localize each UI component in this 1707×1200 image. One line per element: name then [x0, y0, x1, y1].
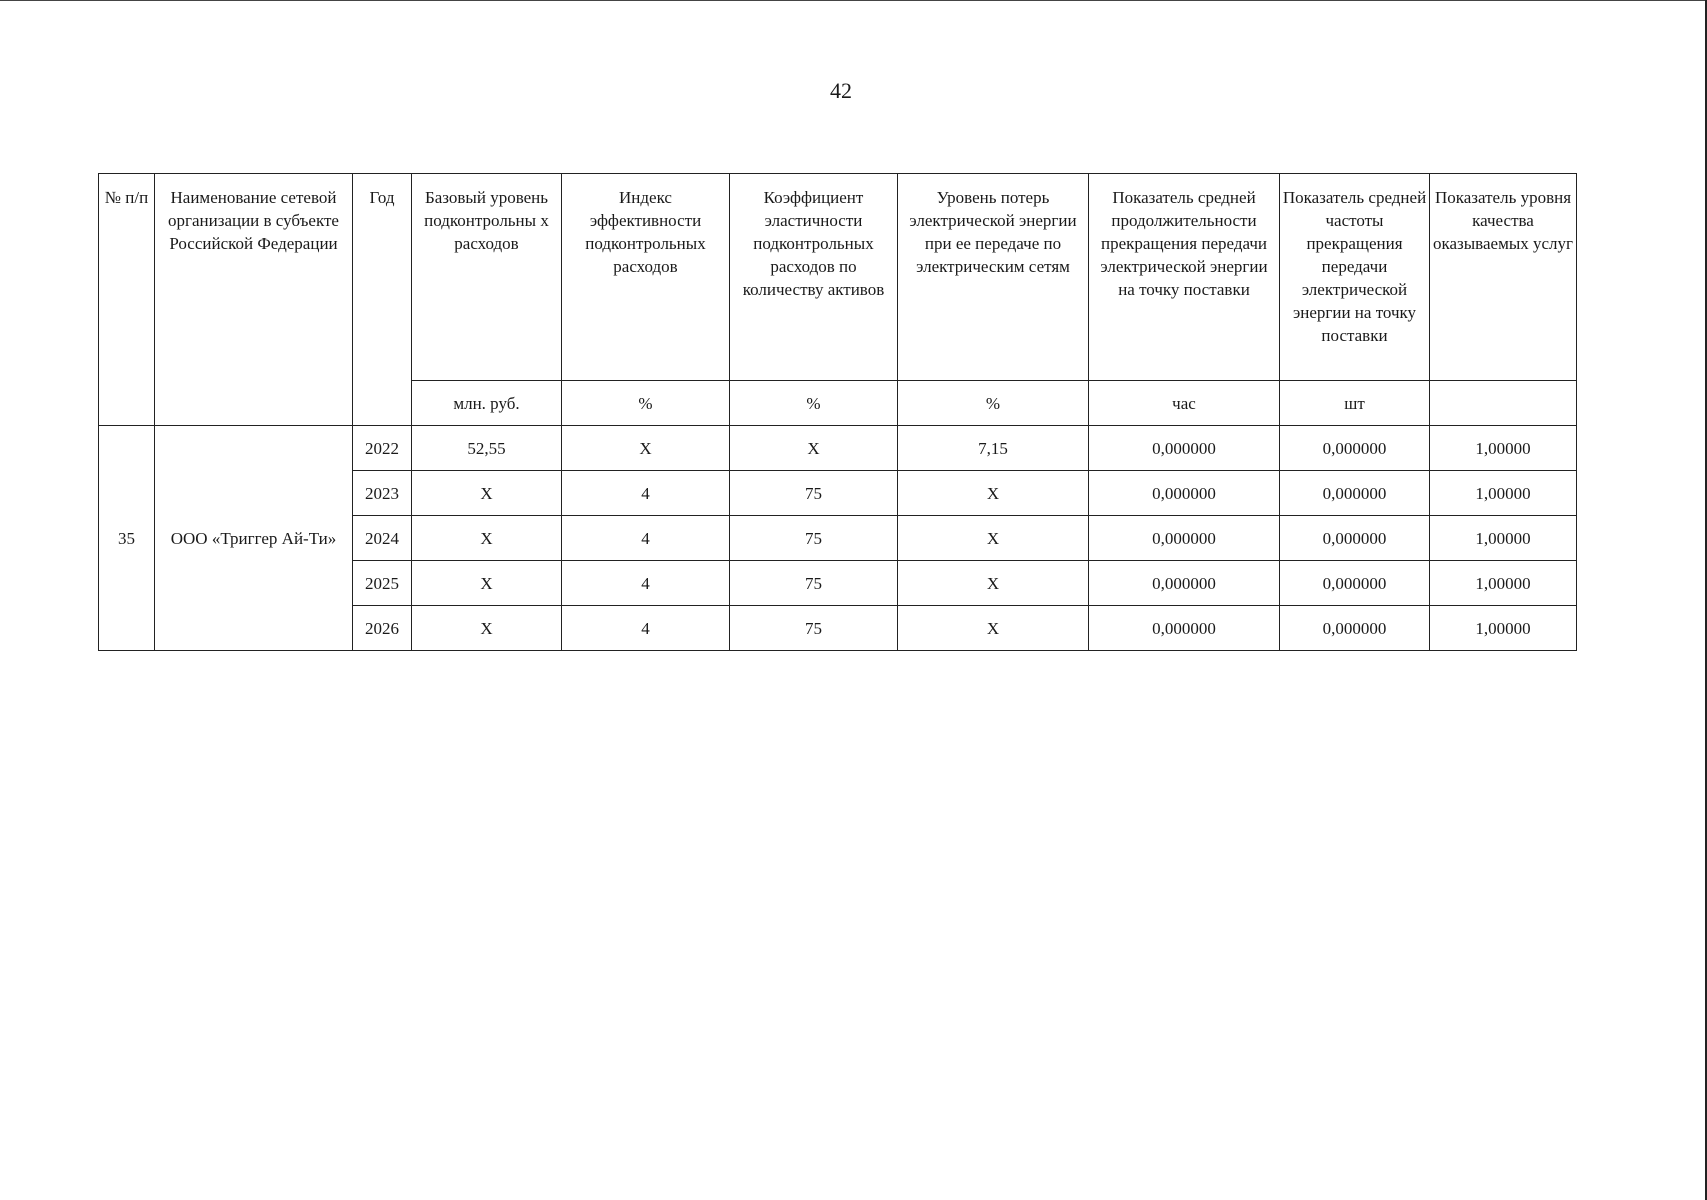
base-costs-cell: X — [412, 516, 562, 561]
elasticity-coefficient-cell: 75 — [730, 516, 898, 561]
efficiency-index-cell: 4 — [562, 561, 730, 606]
table-row — [99, 426, 1577, 471]
interruption-frequency-cell: 0,000000 — [1280, 471, 1430, 516]
header-interruption-frequency: Показатель средней частоты прекращения передачи электрической энергии на точку поставки — [1280, 174, 1430, 381]
energy-losses-cell: X — [898, 471, 1089, 516]
efficiency-index-cell: 4 — [562, 606, 730, 651]
interruption-duration-cell: 0,000000 — [1089, 471, 1280, 516]
energy-losses-cell: X — [898, 516, 1089, 561]
year-cell: 2026 — [353, 606, 412, 651]
unit-interruption-duration: час — [1089, 381, 1280, 426]
header-year: Год — [353, 174, 412, 426]
header-organization: Наименование сетевой организации в субъекте Российской Федерации — [155, 174, 353, 426]
unit-efficiency-index: % — [562, 381, 730, 426]
year-cell: 2025 — [353, 561, 412, 606]
interruption-frequency-cell: 0,000000 — [1280, 516, 1430, 561]
year-cell: 2023 — [353, 471, 412, 516]
header-energy-losses: Уровень потерь электрической энергии при ее передаче по электрическим сетям — [898, 174, 1089, 381]
row-number: 35 — [99, 426, 155, 651]
unit-service-quality — [1430, 381, 1577, 426]
base-costs-cell: X — [412, 561, 562, 606]
header-elasticity-coefficient: Коэффициент эластичности подконтрольных расходов по количеству активов — [730, 174, 898, 381]
elasticity-coefficient-cell: X — [730, 426, 898, 471]
service-quality-cell: 1,00000 — [1430, 471, 1577, 516]
header-row — [99, 174, 1577, 381]
energy-losses-cell: X — [898, 561, 1089, 606]
service-quality-cell: 1,00000 — [1430, 561, 1577, 606]
interruption-frequency-cell: 0,000000 — [1280, 426, 1430, 471]
elasticity-coefficient-cell: 75 — [730, 561, 898, 606]
interruption-duration-cell: 0,000000 — [1089, 516, 1280, 561]
header-service-quality: Показатель уровня качества оказываемых услуг — [1430, 174, 1577, 381]
base-costs-cell: X — [412, 471, 562, 516]
tariff-table — [98, 173, 1577, 651]
header-number: № п/п — [99, 174, 155, 426]
organization-name: ООО «Триггер Ай-Ти» — [155, 426, 353, 651]
header-efficiency-index: Индекс эффективности подконтрольных расходов — [562, 174, 730, 381]
interruption-duration-cell: 0,000000 — [1089, 426, 1280, 471]
interruption-duration-cell: 0,000000 — [1089, 561, 1280, 606]
header-base-costs: Базовый уровень подконтрольны х расходов — [412, 174, 562, 381]
interruption-frequency-cell: 0,000000 — [1280, 561, 1430, 606]
efficiency-index-cell: 4 — [562, 516, 730, 561]
page-number: 42 — [830, 78, 852, 103]
year-cell: 2022 — [353, 426, 412, 471]
year-cell: 2024 — [353, 516, 412, 561]
header-interruption-duration: Показатель средней продолжительности прекращения передачи электрической энергии на точку поставки — [1089, 174, 1280, 381]
interruption-frequency-cell: 0,000000 — [1280, 606, 1430, 651]
energy-losses-cell: X — [898, 606, 1089, 651]
unit-energy-losses: % — [898, 381, 1089, 426]
elasticity-coefficient-cell: 75 — [730, 471, 898, 516]
interruption-duration-cell: 0,000000 — [1089, 606, 1280, 651]
energy-losses-cell: 7,15 — [898, 426, 1089, 471]
efficiency-index-cell: 4 — [562, 471, 730, 516]
unit-base-costs: млн. руб. — [412, 381, 562, 426]
efficiency-index-cell: X — [562, 426, 730, 471]
service-quality-cell: 1,00000 — [1430, 426, 1577, 471]
unit-interruption-frequency: шт — [1280, 381, 1430, 426]
base-costs-cell: 52,55 — [412, 426, 562, 471]
base-costs-cell: X — [412, 606, 562, 651]
service-quality-cell: 1,00000 — [1430, 606, 1577, 651]
page-top-border — [0, 0, 1707, 1]
unit-elasticity-coefficient: % — [730, 381, 898, 426]
service-quality-cell: 1,00000 — [1430, 516, 1577, 561]
elasticity-coefficient-cell: 75 — [730, 606, 898, 651]
